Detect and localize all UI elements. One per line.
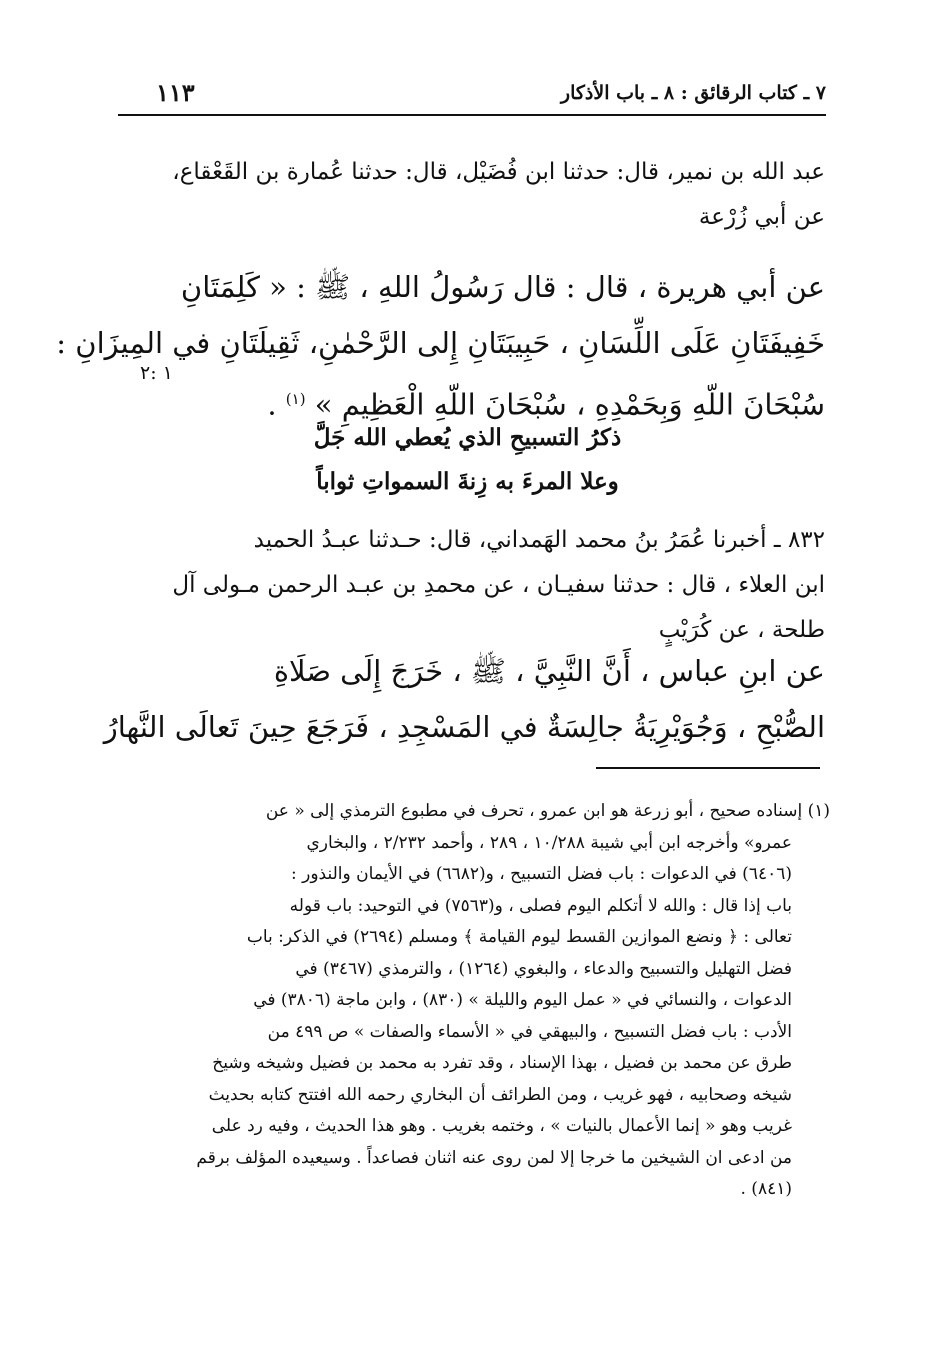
footnote-line: فضل التهليل والتسبيح والدعاء ، والبغوي (١٢٦٤) ، والترمذي (٣٤٦٧) في: [295, 958, 792, 979]
header-rule: [118, 114, 826, 116]
heading-line: وعلا المرءَ به زِنةَ السمواتِ ثواباً: [316, 468, 619, 495]
isnad-chain-2: [110, 518, 825, 653]
hadith-text-2: [103, 643, 825, 755]
text-line: عبد الله بن نمير، قال: حدثنا ابن فُضَيْل، قال: حدثنا عُمارة بن القَعْقاع،: [172, 159, 825, 185]
isnad-chain-1: [110, 150, 825, 240]
footnote-line: الدعوات ، والنسائي في « عمل اليوم والليلة » (٨٣٠) ، وابن ماجة (٣٨٠٦) في: [253, 990, 792, 1010]
footnote-line: باب إذا قال : والله لا أتكلم اليوم فصلى ، و(٧٥٦٣) في التوحيد: باب قوله: [289, 895, 792, 916]
footnote-line: من ادعى ان الشيخين ما خرجا إلا لمن روى عنه اثنان فصاعداً . وسيعيده المؤلف برقم: [196, 1147, 792, 1168]
hadith-closing: سُبْحَانَ اللّهِ وَبِحَمْدِهِ ، سُبْحَانَ اللّهِ الْعَظِيمِ »: [314, 387, 825, 422]
footnote: [110, 796, 830, 1206]
page-number: ١١٣: [156, 78, 195, 107]
footnote-line: (٦٤٠٦) في الدعوات : باب فضل التسبيح ، و(٦٦٨٢) في الأيمان والنذور :: [291, 864, 792, 884]
footnote-separator: [596, 767, 820, 769]
footnote-mark: (١): [285, 390, 306, 408]
text-line: ابن العلاء ، قال : حدثنا سفيـان ، عن محمدِ بن عبـد الرحمن مـولى آل: [172, 572, 825, 598]
hadith-text-1: [56, 259, 825, 433]
text-line: عن أبي هريرة ، قال : قال رَسُولُ اللهِ ، ﷺ : « كَلِمَتَانِ: [180, 270, 825, 304]
footnote-line: (٨٤١) .: [740, 1179, 792, 1199]
page-header: [118, 78, 826, 118]
footnote-line: عمرو» وأخرجه ابن أبي شيبة ١٠/٢٨٨ ، ٢٨٩ ، وأحمد ٢/٢٣٢ ، والبخاري: [306, 832, 792, 853]
text-line: الصُّبْحِ ، وَجُوَيْرِيَةُ جالِسَةٌ في المَسْجِدِ ، فَرَجَعَ حِينَ تَعالَى النَّهارُ: [103, 710, 825, 744]
text-line: خَفِيفَتَانِ عَلَى اللِّسَانِ ، حَبِيبَتَانِ إِلى الرَّحْمٰنِ، ثَقِيلَتَانِ في المِيزَانِ :: [56, 326, 825, 360]
running-title: ٧ ـ كتاب الرقائق : ٨ ـ باب الأذكار: [560, 82, 826, 104]
section-heading: [110, 416, 825, 504]
footnote-line: طرق عن محمد بن فضيل ، بهذا الإسناد ، وقد تفرد به محمد بن فضيل وشيخه وشيخ: [212, 1053, 792, 1073]
end-dot: .: [267, 387, 277, 422]
heading-line: ذكرُ التسبيحِ الذي يُعطي الله جَلَّ: [313, 424, 622, 451]
margin-reference: ١ :٢: [140, 362, 173, 384]
text-line: عن أبي زُرْعة: [698, 204, 825, 230]
text-line: طلحة ، عن كُرَيْبٍ: [658, 617, 825, 643]
text-line: عن ابنِ عباس ، أَنَّ النَّبِيَّ ، ﷺ ، خَرَجَ إِلَى صَلَاةِ: [273, 654, 825, 688]
footnote-line: تعالى : ﴿ ونضع الموازين القسط ليوم القيامة ﴾ ومسلم (٢٦٩٤) في الذكر: باب: [246, 927, 792, 947]
text-line: ٨٣٢ ـ أخبرنا عُمَرُ بنُ محمد الهَمداني، قال: حـدثنا عبـدُ الحميد: [253, 527, 825, 553]
footnote-line: غريب وهو « إنما الأعمال بالنيات » ، وختمه بغريب . وهو هذا الحديث ، وفيه رد على: [211, 1116, 792, 1136]
footnote-line: (١) إسناده صحيح ، أبو زرعة هو ابن عمرو ، تحرف في مطبوع الترمذي إلى « عن: [265, 801, 830, 821]
footnote-line: الأدب : باب فضل التسبيح ، والبيهقي في « الأسماء والصفات » ص ٤٩٩ من: [267, 1021, 792, 1042]
footnote-line: شيخه وصحابيه ، فهو غريب ، ومن الطرائف أن البخاري رحمه الله افتتح كتابه بحديث: [208, 1084, 792, 1105]
